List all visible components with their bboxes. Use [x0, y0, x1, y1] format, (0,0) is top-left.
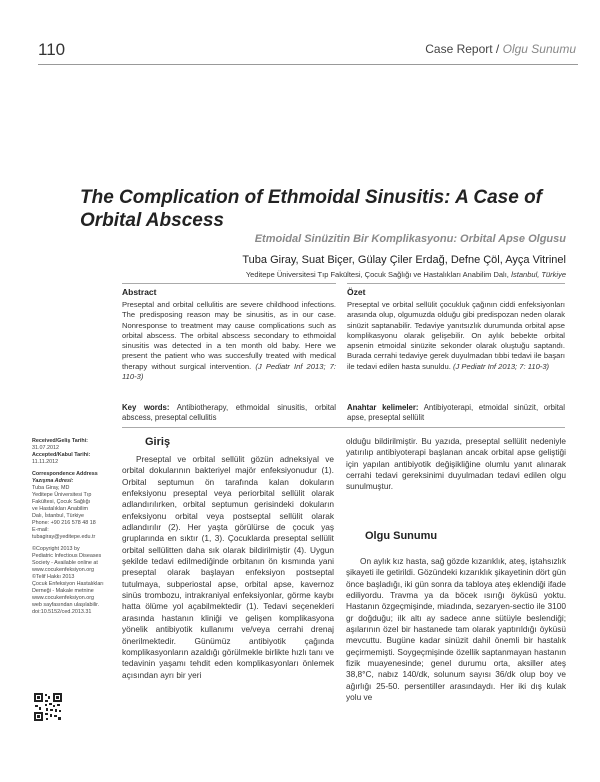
affiliation-city: İstanbul, Türkiye [510, 270, 566, 279]
giris-continuation [346, 436, 566, 501]
copyright-block [32, 546, 112, 616]
anahtar-label: Anahtar kelimeler: [347, 403, 419, 412]
anahtar-kelimeler [347, 403, 565, 423]
ozet-text [347, 300, 565, 372]
header-rule [38, 64, 578, 65]
corr-line: Phone: +90 216 578 48 18 [32, 520, 96, 526]
ozet-citation: (J Pediatr Inf 2013; 7: 110-3) [452, 361, 550, 371]
copyright-line: ©Telif Hakkı 2013 [32, 574, 75, 580]
accepted-label: Accepted/Kabul Tarihi: [32, 452, 91, 458]
giris-text [122, 454, 334, 689]
abstract-heading: Abstract [122, 287, 157, 297]
correspondence-block [32, 471, 112, 541]
giris-heading: Giriş [145, 436, 171, 448]
section-header [425, 42, 576, 56]
abstract-rule [122, 283, 336, 284]
received-date: 31.07.2012 [32, 445, 59, 451]
keywords [122, 403, 336, 423]
article-subtitle: Etmoidal Sinüzitin Bir Komplikasyonu: Orbital Apse Olgusu [254, 233, 566, 245]
author-list: Tuba Giray, Suat Biçer, Gülay Çiler Erdağ, Defne Çöl, Ayça Vitrinel [242, 254, 566, 266]
copyright-link[interactable]: www.cocukenfeksiyon.org [32, 595, 95, 601]
section-label-tr: Olgu Sunumu [502, 42, 576, 56]
sidebar [32, 438, 112, 621]
abstract-body: Preseptal and orbital cellulitis are severe childhood infections. The predisposing reason may be sinusitis, as in our case. Nonresponse to treatment may cause complications such as orbital abscess. The orbital abscess secondary to ethmoidal sinusitis was detected in a ten month old baby. Here we present the patient who was succesfully treated with medical therapy without surgical intervention. [122, 300, 336, 371]
doi: doi:10.5152/ced.2013.31 [32, 609, 92, 615]
correspondence-label: Correspondence Address [32, 471, 98, 477]
copyright-line: web sayfasından ulaşılabilir. [32, 602, 100, 608]
olgu-paragraph: On aylık kız hasta, sağ gözde kızarıklık, ateş, iştahsızlık şikayeti ile getirildi. Gözündeki kızarıklık şikayetinin dört gün önce başladığı, iki gün sonra da tabloya ateş eklendiği ifade ediliyordu. Travma ya da böcek ısırığı öyküsü yoktu. Hastanın özgeçmişinde, miadında, sezaryen-sectio ile 3100 gr doğduğu; ilk altı ay sadece anne sütüyle beslendiği; aşılarının özel bir hastanede tam olarak yaptırıldığı öyküsü mevcuttu. Bugüne kadar sinüzit dahil önemli bir hastalık geçirmemişti. Soygeçmişinde özellik saptanmayan hastanın fizik muayenesinde; genel durumu orta, aksiller ateş 38,8°C, nabız 140/dk, solunum sayısı 36/dk olup boy ve ağırlığı 25-50. persentiller arasındaydı. Her iki dış kulak yolu ve [346, 556, 566, 703]
section-rule [122, 427, 565, 428]
received-block [32, 438, 112, 466]
corr-line: Fakültesi, Çocuk Sağlığı [32, 499, 91, 505]
ozet-body: Preseptal ve orbital sellülit çocukluk çağının ciddi enfeksiyonları arasında olup, olgumuzda olduğu gibi predispozan neden olarak sinüzit saptanabilir. Tedaviye yanıtsızlık durumunda orbital apse komplikasyonu olarak gelişebilir. On aylık bebekte orbital apsenin etmoidal sinüzite sekonder olarak oluştuğu saptandı. Burada cerrahi tedaviye gerek duyulmadan tıbbi tedavi ile başarı ile tedavi edilen hasta sunuldu. [347, 300, 565, 371]
anahtar-text: Antibiyoterapi, etmoidal sinüzit, orbital apse, preseptal sellülit [347, 403, 565, 422]
copyright-line: Society - Available online at [32, 560, 98, 566]
giris-continuation-paragraph: olduğu bildirilmiştir. Bu yazıda, preseptal sellülit nedeniyle yatırılıp antibiyoterapi başlanan ancak orbital apse geliştiği için yapılan antibiyotik değişikliğine olumlu yanıt alınarak cerrahi tedavi gereksinimi duyulmadan tedavi edilen olgu sunulmuştur. [346, 436, 566, 492]
accepted-date: 11.11.2012 [32, 459, 59, 465]
ozet-heading: Özet [347, 287, 366, 297]
giris-paragraph: Preseptal ve orbital sellülit gözün adneksiyal ve orbital dokularının bakteriyel majör enfeksiyonudur (1). Orbital septumun ön tarafında kalan dokuların enfeksiyonu preseptal veya periorbital sellülit olarak adlandırılırken, orbital septumun gerisindeki dokuların enfeksiyonu orbital veya postseptal sellülit olarak adlandırılır (2). Her yaşta görülürse de çocuk yaş gruplarında en sıktır (1, 3). Çocuklarda preseptal sellülit orbital sellülitten daha sık olarak bildirilmiştir (4). Uygun şekilde tedavi edilmediğinde orbitanın ön kısmında yani preseptal olarak başlayan enfeksiyon postseptal tutulmaya, subperiostal apse, orbital apse, kavernoz sinüs trombozu, intrakraniyal enfeksiyonlar, görme kaybı hatta ölüme yol açabilmektedir (1). Tedavi seçenekleri arasında hastanın kliniği ve gelişen komplikasyona yönelik antibiyotik kullanımı ve/veya cerrahi drenaj önerilmektedir. Günümüz antibiyotik çağında komplikasyonların azaldığı görülmekle birlikte hızlı tanı ve tedavinin yaşamı tehdit eden komplikasyonları önlemek açısından ayrı bir yeri [122, 454, 334, 680]
abstract-text [122, 300, 336, 382]
keywords-label: Key words: [122, 403, 170, 412]
corr-line: Tuba Giray, MD [32, 485, 70, 491]
ozet-rule [347, 283, 565, 284]
copyright-line: Derneği - Makale metnine [32, 588, 94, 594]
corr-line: Yeditepe Üniversitesi Tıp [32, 492, 92, 498]
olgu-text [346, 556, 566, 711]
affiliation [246, 270, 566, 279]
corr-line: Dalı, İstanbul, Türkiye [32, 513, 85, 519]
copyright-line: Pediatric Infectious Diseases [32, 553, 102, 559]
copyright-line: ©Copyright 2013 by [32, 546, 80, 552]
corr-email[interactable]: tubagiray@yeditepe.edu.tr [32, 534, 96, 540]
corr-line: E-mail: [32, 527, 49, 533]
section-label: Case Report / [425, 42, 503, 56]
copyright-line: Çocuk Enfeksiyon Hastalıkları [32, 581, 104, 587]
olgu-heading: Olgu Sunumu [365, 530, 438, 542]
article-title: The Complication of Ethmoidal Sinusitis: A Case of Orbital Abscess [80, 187, 543, 231]
corr-line: ve Hastalıkları Anabilim [32, 506, 89, 512]
received-label: Received/Geliş Tarihi: [32, 438, 88, 444]
abstract-citation: (J Pediatr Inf 2013; 7: 110-3) [122, 361, 336, 382]
copyright-link[interactable]: www.cocukenfeksiyon.org [32, 567, 95, 573]
keywords-text: Antibiotherapy, ethmoidal sinusitis, orbital abscess, preseptal cellulitis [122, 403, 336, 422]
page-number: 110 [38, 40, 66, 59]
correspondence-label-tr: Yazışma Adresi: [32, 478, 74, 484]
qr-code-icon [33, 692, 63, 722]
affiliation-text: Yeditepe Üniversitesi Tıp Fakültesi, Çocuk Sağlığı ve Hastalıkları Anabilim Dalı, [245, 270, 511, 279]
